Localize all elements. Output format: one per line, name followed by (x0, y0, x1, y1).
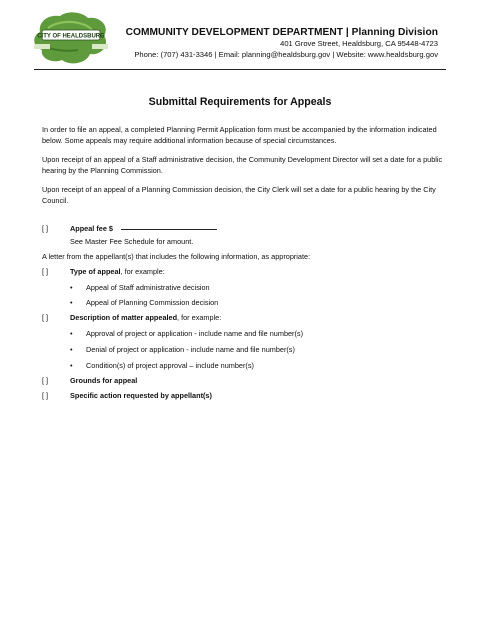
grounds-label: Grounds for appeal (70, 376, 138, 385)
description-item (70, 313, 221, 322)
bullet-text: Approval of project or application - include name and file number(s) (86, 329, 303, 338)
address-line: 401 Grove Street, Healdsburg, CA 95448-4723 (280, 39, 438, 48)
checkbox-description[interactable]: [ ] (42, 313, 49, 322)
bullet-text: Appeal of Planning Commission decision (86, 298, 219, 307)
type-of-appeal-suffix: , for example: (120, 267, 165, 276)
bullet-text: Denial of project or application - include name and file number(s) (86, 345, 295, 354)
bullet-icon: • (70, 298, 73, 307)
checkbox-specific-action[interactable]: [ ] (42, 391, 49, 400)
list-item (70, 329, 303, 338)
bullet-text: Appeal of Staff administrative decision (86, 283, 210, 292)
appeal-fee-label: Appeal fee $ (70, 224, 113, 233)
checkbox-type-of-appeal[interactable]: [ ] (42, 267, 49, 276)
description-suffix: , for example: (177, 313, 222, 322)
staff-appeal-paragraph: Upon receipt of an appeal of a Staff administrative decision, the Community Development Director will set a date for a public hearing by the Planning Commission. (42, 155, 443, 175)
bullet-icon: • (70, 283, 73, 292)
checkbox-appeal-fee[interactable]: [ ] (42, 224, 49, 233)
description-label: Description of matter appealed (70, 313, 178, 322)
list-item (70, 283, 210, 292)
letter-intro: A letter from the appellant(s) that includes the following information, as appropriate: (42, 252, 311, 261)
bullet-icon: • (70, 361, 73, 370)
bullet-text: Condition(s) of project approval – include number(s) (86, 361, 254, 370)
department-title: COMMUNITY DEVELOPMENT DEPARTMENT | Planning Division (125, 27, 438, 38)
appeal-fee-blank[interactable] (121, 229, 217, 230)
letterhead (126, 26, 438, 60)
commission-appeal-paragraph: Upon receipt of an appeal of a Planning Commission decision, the City Clerk will set a date for a public hearing by the City Council. (42, 185, 436, 205)
bullet-icon: • (70, 345, 73, 354)
checkbox-grounds[interactable]: [ ] (42, 376, 49, 385)
header-divider (34, 69, 446, 70)
bullet-icon: • (70, 329, 73, 338)
intro-paragraph: In order to file an appeal, a completed Planning Permit Application form must be accompanied by the information indicated below. Some appeals may require additional information because of special circumstances. (42, 125, 437, 145)
contact-line: Phone: (707) 431-3346 | Email: planning@healdsburg.gov | Website: www.healdsburg.gov (134, 49, 438, 59)
list-item (70, 345, 295, 354)
document-title: Submittal Requirements for Appeals (148, 96, 332, 108)
fee-note: See Master Fee Schedule for amount. (70, 237, 194, 246)
list-item (70, 298, 218, 307)
logo-text: CITY OF HEALDSBURG (37, 33, 105, 40)
type-of-appeal-label: Type of appeal (70, 267, 121, 276)
appeal-fee-item (70, 224, 217, 233)
list-item (70, 361, 254, 370)
city-logo (30, 10, 112, 68)
type-of-appeal-item (70, 267, 165, 276)
specific-action-label: Specific action requested by appellant(s) (70, 391, 212, 400)
